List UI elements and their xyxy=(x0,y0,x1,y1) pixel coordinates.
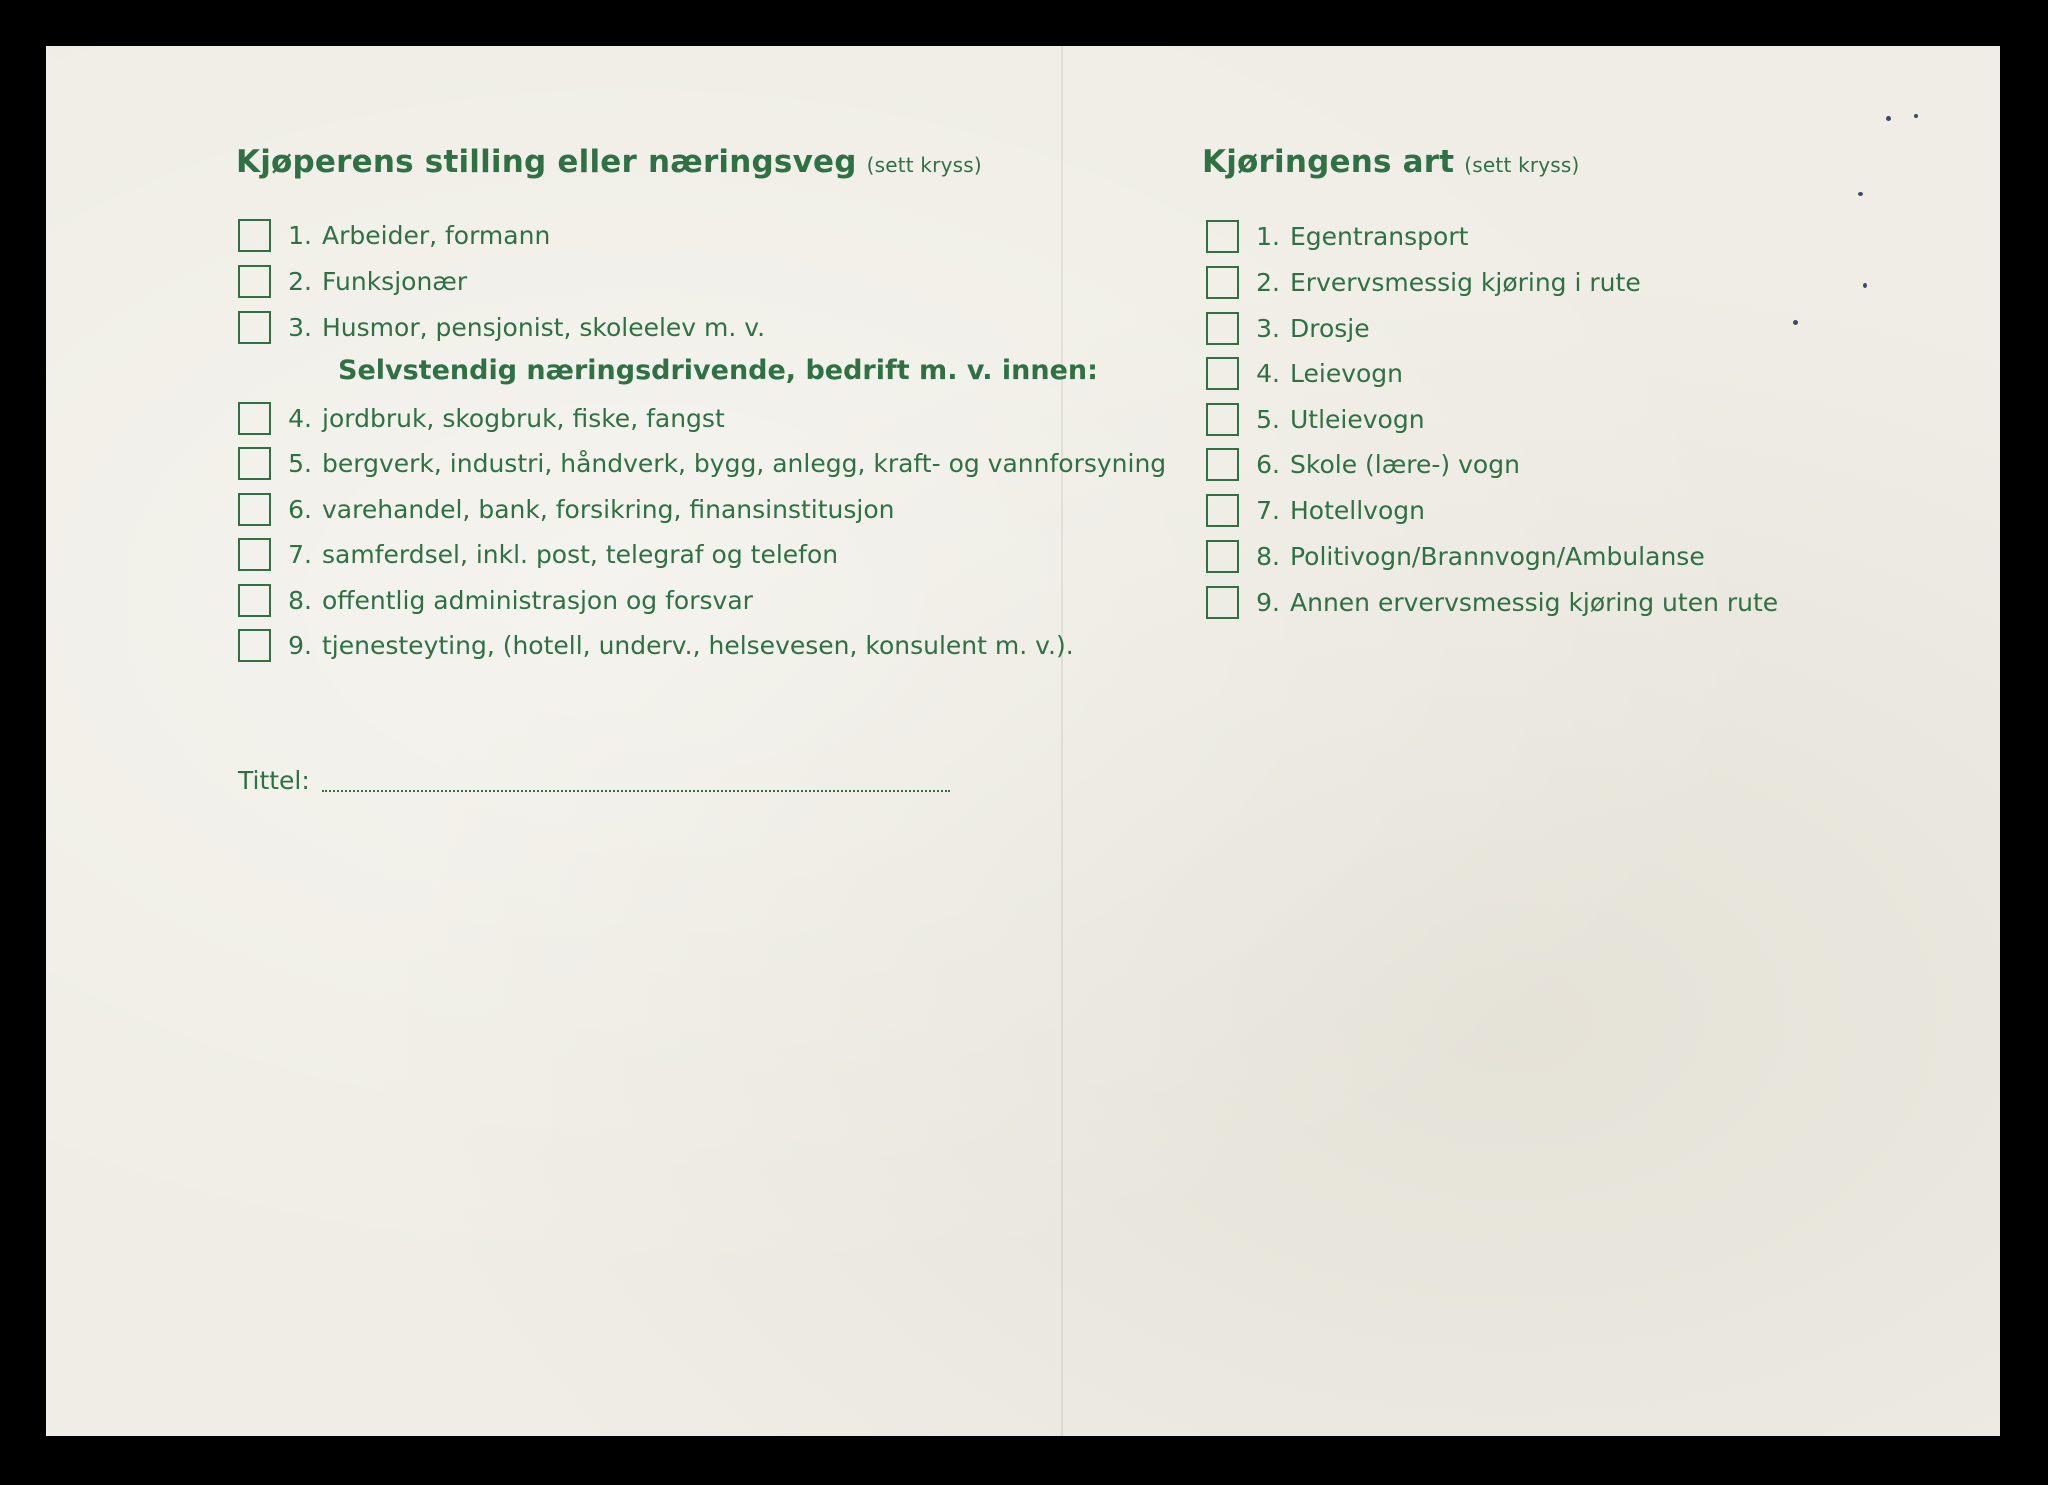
option-number: 2. xyxy=(288,267,312,296)
option-number: 5. xyxy=(288,449,312,478)
option-label: Leievogn xyxy=(1290,359,1404,388)
option-number: 9. xyxy=(288,631,312,660)
right-section-heading xyxy=(1202,144,1580,180)
option-label: Drosje xyxy=(1290,314,1370,343)
checkbox-left-6[interactable] xyxy=(238,493,271,526)
tittel-label: Tittel: xyxy=(238,766,310,795)
right-heading-text: Kjøringens art xyxy=(1202,144,1455,180)
checkbox-right-6[interactable] xyxy=(1206,448,1239,481)
form-sheet xyxy=(46,46,2000,1436)
option-label: Utleievogn xyxy=(1290,405,1425,434)
checkbox-left-4[interactable] xyxy=(238,402,271,435)
checkbox-right-4[interactable] xyxy=(1206,357,1239,390)
ink-speck xyxy=(1886,116,1891,121)
option-number: 4. xyxy=(288,404,312,433)
option-number: 9. xyxy=(1256,588,1280,617)
option-label: Hotellvogn xyxy=(1290,496,1425,525)
checkbox-right-3[interactable] xyxy=(1206,312,1239,345)
option-number: 8. xyxy=(288,586,312,615)
option-number: 3. xyxy=(288,313,312,342)
ink-speck xyxy=(1858,192,1863,196)
option-label: Annen ervervsmessig kjøring uten rute xyxy=(1290,588,1779,617)
option-number: 5. xyxy=(1256,405,1280,434)
option-label: jordbruk, skogbruk, fiske, fangst xyxy=(322,404,725,433)
option-label: samferdsel, inkl. post, telegraf og telefon xyxy=(322,540,839,569)
right-heading-note: (sett kryss) xyxy=(1464,153,1580,177)
checkbox-left-9[interactable] xyxy=(238,629,271,662)
ink-speck xyxy=(1914,114,1918,118)
option-number: 3. xyxy=(1256,314,1280,343)
option-label: Husmor, pensjonist, skoleelev m. v. xyxy=(322,313,766,342)
option-label: bergverk, industri, håndverk, bygg, anlegg, kraft- og vannforsyning xyxy=(322,449,1167,478)
fold-line xyxy=(1061,46,1063,1436)
checkbox-left-7[interactable] xyxy=(238,538,271,571)
checkbox-left-8[interactable] xyxy=(238,584,271,617)
option-number: 4. xyxy=(1256,359,1280,388)
option-label: tjenesteyting, (hotell, underv., helsevesen, konsulent m. v.). xyxy=(322,631,1074,660)
checkbox-left-5[interactable] xyxy=(238,447,271,480)
left-heading-text: Kjøperens stilling eller næringsveg xyxy=(236,144,857,180)
option-number: 1. xyxy=(288,221,312,250)
option-label: varehandel, bank, forsikring, finansinstitusjon xyxy=(322,495,895,524)
checkbox-right-7[interactable] xyxy=(1206,494,1239,527)
option-number: 6. xyxy=(288,495,312,524)
checkbox-right-9[interactable] xyxy=(1206,586,1239,619)
left-heading-note: (sett kryss) xyxy=(866,153,982,177)
checkbox-right-5[interactable] xyxy=(1206,403,1239,436)
option-number: 1. xyxy=(1256,222,1280,251)
option-number: 8. xyxy=(1256,542,1280,571)
ink-speck xyxy=(1793,320,1798,325)
option-label: offentlig administrasjon og forsvar xyxy=(322,586,753,615)
option-label: Skole (lære-) vogn xyxy=(1290,450,1520,479)
ink-speck xyxy=(1863,283,1867,288)
checkbox-right-2[interactable] xyxy=(1206,266,1239,299)
left-section-heading xyxy=(236,144,982,180)
checkbox-left-3[interactable] xyxy=(238,311,271,344)
left-subheading: Selvstendig næringsdrivende, bedrift m. v. innen: xyxy=(338,355,1098,386)
checkbox-right-8[interactable] xyxy=(1206,540,1239,573)
option-label: Politivogn/Brannvogn/Ambulanse xyxy=(1290,542,1705,571)
tittel-field[interactable] xyxy=(322,790,950,792)
option-number: 2. xyxy=(1256,268,1280,297)
option-label: Arbeider, formann xyxy=(322,221,551,250)
checkbox-left-2[interactable] xyxy=(238,265,271,298)
option-label: Funksjonær xyxy=(322,267,468,296)
checkbox-left-1[interactable] xyxy=(238,219,271,252)
option-label: Egentransport xyxy=(1290,222,1469,251)
option-number: 7. xyxy=(1256,496,1280,525)
option-number: 6. xyxy=(1256,450,1280,479)
option-label: Ervervsmessig kjøring i rute xyxy=(1290,268,1641,297)
checkbox-right-1[interactable] xyxy=(1206,220,1239,253)
option-number: 7. xyxy=(288,540,312,569)
